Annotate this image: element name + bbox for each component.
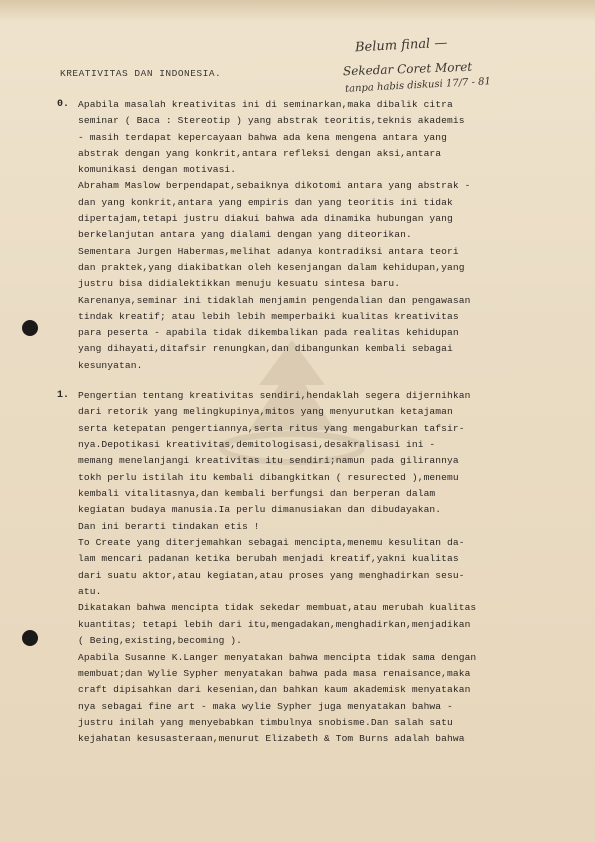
text-line: Karenanya,seminar ini tidaklah menjamin pengendalian dan pengawasan (78, 294, 471, 306)
text-line: memang menelanjangi kreativitas itu sendiri;namun pada gilirannya (78, 455, 459, 467)
text-line: para peserta - apabila tidak dikembalikan pada realitas kehidupan (78, 327, 459, 339)
text-line: Pengertian tentang kreativitas sendiri,hendaklah segera dijernihkan (78, 390, 471, 401)
text-line: Apabila masalah kreativitas ini di seminarkan,maka dibalik citra (78, 99, 453, 110)
paper-top-edge (0, 0, 595, 22)
text-line: - masih terdapat kepercayaan bahwa ada kena mengena antara yang (78, 131, 448, 143)
document-title: KREATIVITAS DAN INDONESIA. (60, 68, 222, 79)
text-line: kegiatan budaya manusia.Ia perlu dimanusiakan dan dibudayakan. (78, 504, 442, 516)
text-line: dipertajam,tetapi justru diakui bahwa ada dinamika hubungan yang (78, 213, 453, 225)
text-line: Apabila Susanne K.Langer menyatakan bahwa mencipta tidak sama dengan (78, 651, 477, 663)
handwritten-note-1: Belum final — (354, 35, 448, 56)
text-line: lam mencari padanan ketika berubah menjadi kreatif,yakni kualitas (78, 553, 459, 565)
text-line: kembali vitalitasnya,dan kembali berfungsi dan berperan dalam (78, 488, 436, 500)
text-line: kesunyatan. (78, 359, 143, 371)
text-line: justru inilah yang menyebabkan timbulnya snobisme.Dan salah satu (78, 716, 453, 728)
punch-hole-bottom (22, 630, 38, 646)
text-line: Dan ini berarti tindakan etis ! (78, 520, 260, 532)
text-line: atu. (78, 586, 102, 598)
text-line: tindak kreatif; atau lebih lebih memperbaiki kualitas kreativitas (78, 310, 459, 322)
text-line: dari retorik yang melingkupinya,mitos yang menyurutkan ketajaman (78, 406, 453, 418)
text-line: Abraham Maslow berpendapat,sebaiknya dikotomi antara yang abstrak - (78, 180, 471, 192)
text-line: yang dihayati,ditafsir renungkan,dan dibangunkan kembali sebagai (78, 343, 453, 355)
text-line: justru bisa didialektikkan menuju kesuatu sintesa baru. (78, 278, 401, 290)
text-line: membuat;dan Wylie Sypher menyatakan bahwa pada masa renaisance,maka (78, 667, 471, 679)
text-line: abstrak dengan yang konkrit,antara refleksi dengan aksi,antara (78, 147, 442, 159)
punch-hole-top (22, 320, 38, 336)
text-line: To Create yang diterjemahkan sebagai mencipta,menemu kesulitan da- (78, 537, 465, 549)
text-line: tokh perlu istilah itu kembali dibangkitkan ( resurected ),menemu (78, 471, 459, 483)
text-line: nya sebagai fine art - maka wylie Sypher juga menyatakan bahwa - (78, 700, 453, 712)
text-line: Sementara Jurgen Habermas,melihat adanya kontradiksi antara teori (78, 245, 459, 257)
section-1-body (78, 388, 583, 748)
text-line: berkelanjutan antara yang dialami dengan yang diteorikan. (78, 229, 412, 241)
text-line: komunikasi dengan motivasi. (78, 164, 237, 176)
text-line: kejahatan kesusasteraan,menurut Elizabeth & Tom Burns adalah bahwa (78, 733, 465, 745)
section-1-number: 1. (57, 390, 70, 401)
text-line: dan yang konkrit,antara yang empiris dan yang teoritis ini tidak (78, 196, 453, 208)
text-line: seminar ( Baca : Stereotip ) yang abstrak teoritis,teknis akademis (78, 115, 465, 127)
handwritten-note-2: Sekedar Coret Moret (342, 59, 473, 79)
text-line: dari suatu aktor,atau kegiatan,atau proses yang menghadirkan sesu- (78, 569, 465, 581)
section-0-body (78, 97, 583, 374)
text-line: ( Being,existing,becoming ). (78, 635, 243, 647)
text-line: Dikatakan bahwa mencipta tidak sekedar membuat,atau merubah kualitas (78, 602, 477, 614)
text-line: serta ketepatan pengertiannya,serta ritus yang mengaburkan tafsir- (78, 422, 465, 434)
text-line: craft dipisahkan dari kesenian,dan bahkan kaum akademisk menyatakan (78, 684, 471, 696)
section-0-number: 0. (57, 99, 70, 110)
text-line: nya.Depotikasi kreativitas,demitologisasi,desakralisasi ini - (78, 439, 436, 451)
text-line: kuantitas; tetapi lebih dari itu,mengadakan,menghadirkan,menjadikan (78, 618, 471, 630)
text-line: dan praktek,yang diakibatkan oleh kesenjangan dalam kehidupan,yang (78, 261, 465, 273)
handwritten-note-3: tanpa habis diskusi 17/7 - 81 (344, 76, 492, 95)
